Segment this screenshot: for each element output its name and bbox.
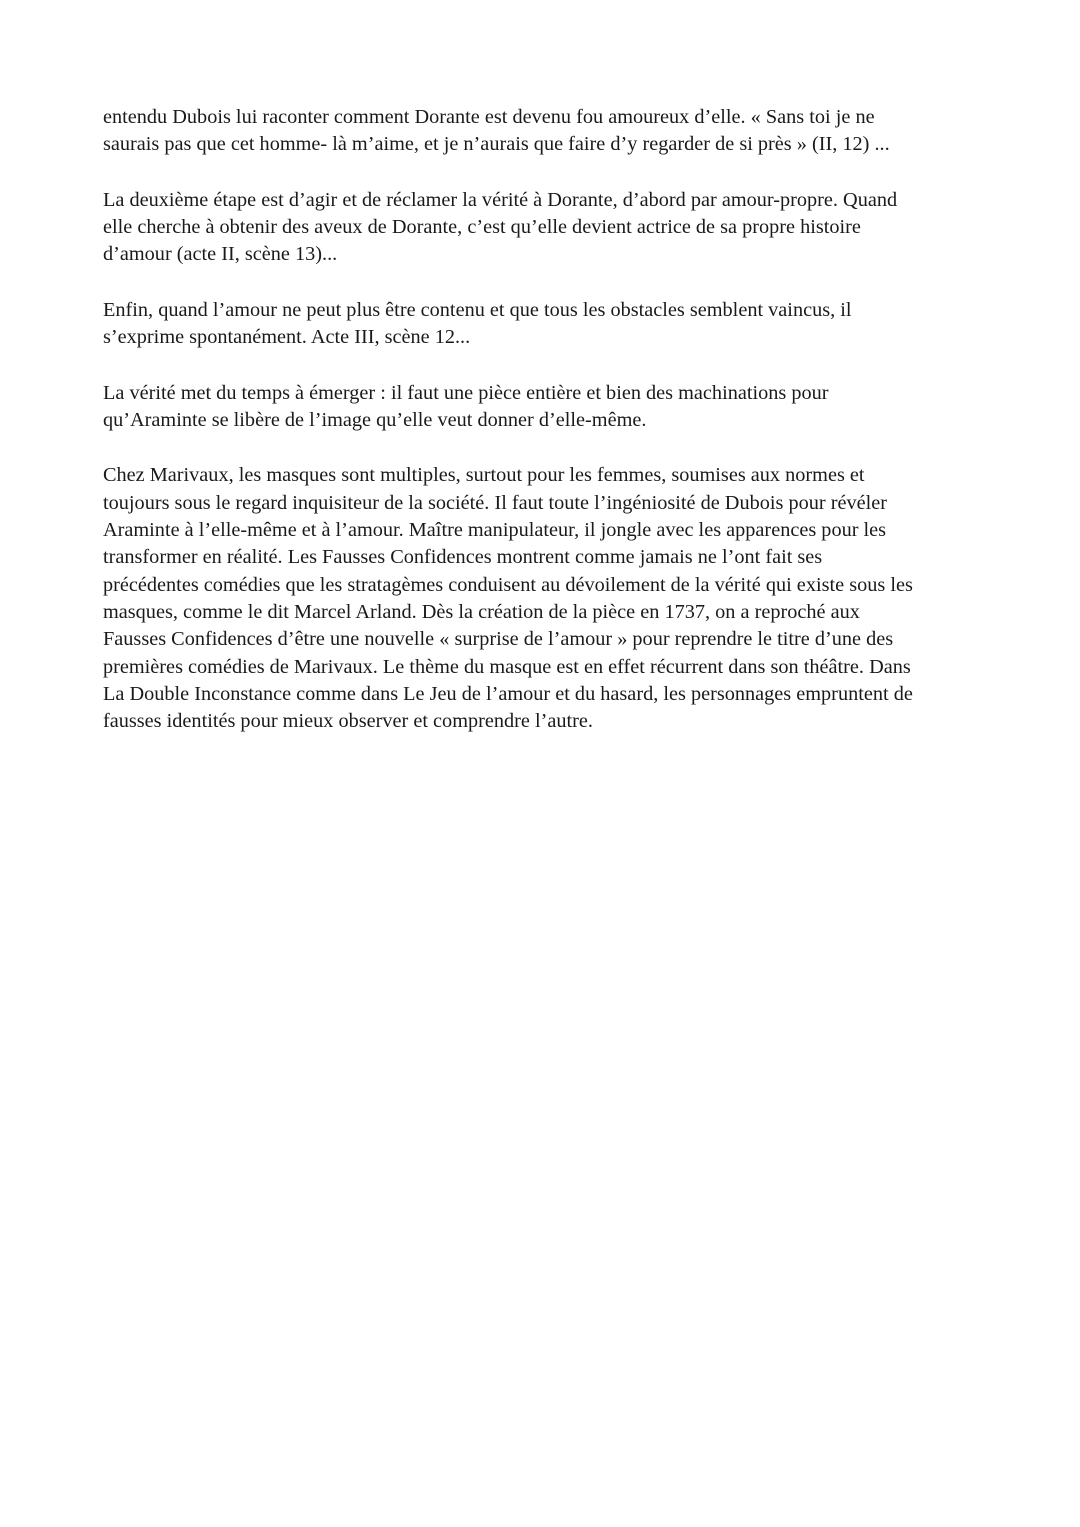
text-line: entendu Dubois lui raconter comment Dorante est devenu fou amoureux d’elle. « Sans toi je ne — [103, 106, 875, 128]
paragraph-3 — [103, 297, 983, 352]
text-line: s’exprime spontanément. Acte III, scène 12... — [103, 326, 471, 349]
text-line: précédentes comédies que les stratagèmes conduisent au dévoilement de la vérité qui existe sous les — [103, 573, 913, 596]
text-line: d’amour (acte II, scène 13)... — [103, 243, 338, 266]
text-line: La vérité met du temps à émerger : il faut une pièce entière et bien des machinations pour — [103, 381, 829, 404]
text-line: saurais pas que cet homme- là m’aime, et je n’aurais que faire d’y regarder de si près » (II, 12) ... — [103, 133, 890, 156]
text-line: La deuxième étape est d’agir et de réclamer la vérité à Dorante, d’abord par amour-propre. Quand — [103, 188, 898, 211]
paragraph-2 — [103, 187, 983, 269]
paragraph-4 — [103, 380, 983, 435]
paragraph-5 — [103, 462, 983, 735]
text-line: Chez Marivaux, les masques sont multiples, surtout pour les femmes, soumises aux normes et — [103, 464, 865, 487]
text-line: elle cherche à obtenir des aveux de Dorante, c’est qu’elle devient actrice de sa propre histoire — [103, 216, 861, 239]
text-line: transformer en réalité. Les Fausses Confidences montrent comme jamais ne l’ont fait ses — [103, 546, 823, 569]
text-line: Araminte à l’elle-même et à l’amour. Maître manipulateur, il jongle avec les apparences pour les — [103, 519, 887, 542]
text-line: masques, comme le dit Marcel Arland. Dès la création de la pièce en 1737, on a reproché aux — [103, 600, 860, 623]
text-line: premières comédies de Marivaux. Le thème du masque est en effet récurrent dans son théâtre. Dans — [103, 655, 911, 678]
text-line: qu’Araminte se libère de l’image qu’elle veut donner d’elle-même. — [103, 408, 647, 431]
text-line: toujours sous le regard inquisiteur de la société. Il faut toute l’ingéniosité de Dubois pour révéler — [103, 491, 887, 514]
document-body — [103, 104, 983, 764]
text-line: La Double Inconstance comme dans Le Jeu de l’amour et du hasard, les personnages empruntent de — [103, 682, 913, 705]
paragraph-1 — [103, 104, 983, 159]
text-line: Enfin, quand l’amour ne peut plus être contenu et que tous les obstacles semblent vaincus, il — [103, 298, 852, 321]
text-line: fausses identités pour mieux observer et comprendre l’autre. — [103, 710, 593, 733]
text-line: Fausses Confidences d’être une nouvelle « surprise de l’amour » pour reprendre le titre d’une des — [103, 628, 894, 651]
